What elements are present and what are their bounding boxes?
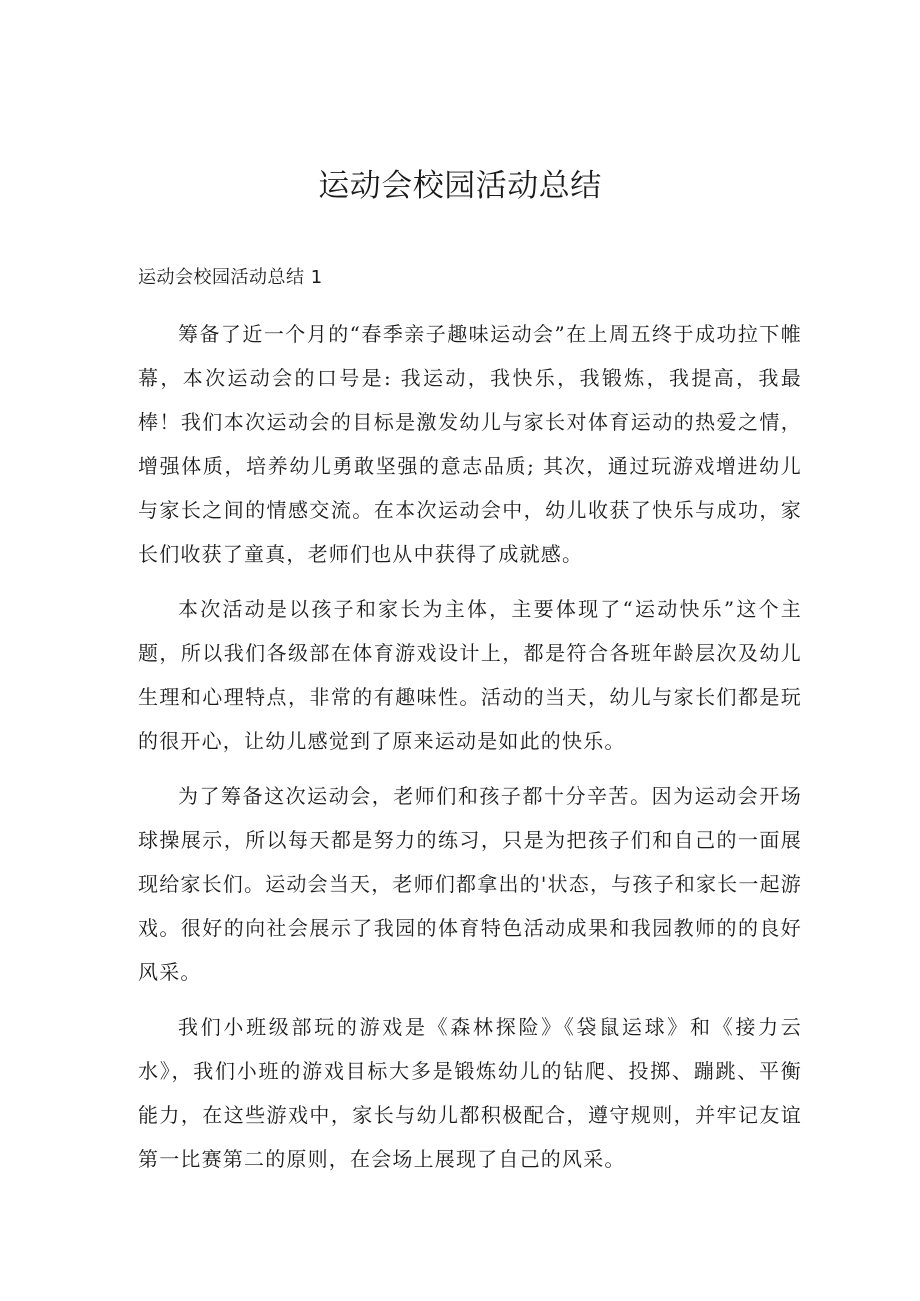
paragraph: 为了筹备这次运动会，老师们和孩子都十分辛苦。因为运动会开场球操展示，所以每天都是努力的练习，只是为把孩子们和自己的一面展现给家长们。运动会当天，老师们都拿出的'状态，与孩子和家长一起游戏。很好的向社会展示了我园的体育特色活动成果和我园教师的的良好风采。 [138,784,802,984]
paragraph: 本次活动是以孩子和家长为主体，主要体现了“运动快乐”这个主题，所以我们各级部在体育游戏设计上，都是符合各班年龄层次及幼儿生理和心理特点，非常的有趣味性。活动的当天，幼儿与家长们都是玩的很开心，让幼儿感觉到了原来运动是如此的快乐。 [138,597,802,753]
paragraph: 筹备了近一个月的“春季亲子趣味运动会”在上周五终于成功拉下帷幕，本次运动会的口号是: 我运动，我快乐，我锻炼，我提高，我最棒！我们本次运动会的目标是激发幼儿与家长对体育运动的热爱之情，增强体质，培养幼儿勇敢坚强的意志品质; 其次，通过玩游戏增进幼儿与家长之间的情感交流。在本次运动会中，幼儿收获了快乐与成功，家长们收获了童真，老师们也从中获得了成就感。 [138,322,802,566]
document-body [138,312,802,1192]
section-heading: 运动会校园活动总结 1 [138,267,323,288]
paragraph: 我们小班级部玩的游戏是《森林探险》《袋鼠运球》和《接力云水》，我们小班的游戏目标大多是锻炼幼儿的钻爬、投掷、蹦跳、平衡能力，在这些游戏中，家长与幼儿都积极配合，遵守规则，并牢记友谊第一比赛第二的原则，在会场上展现了自己的风采。 [138,1015,802,1171]
document-title: 运动会校园活动总结 [318,168,602,204]
